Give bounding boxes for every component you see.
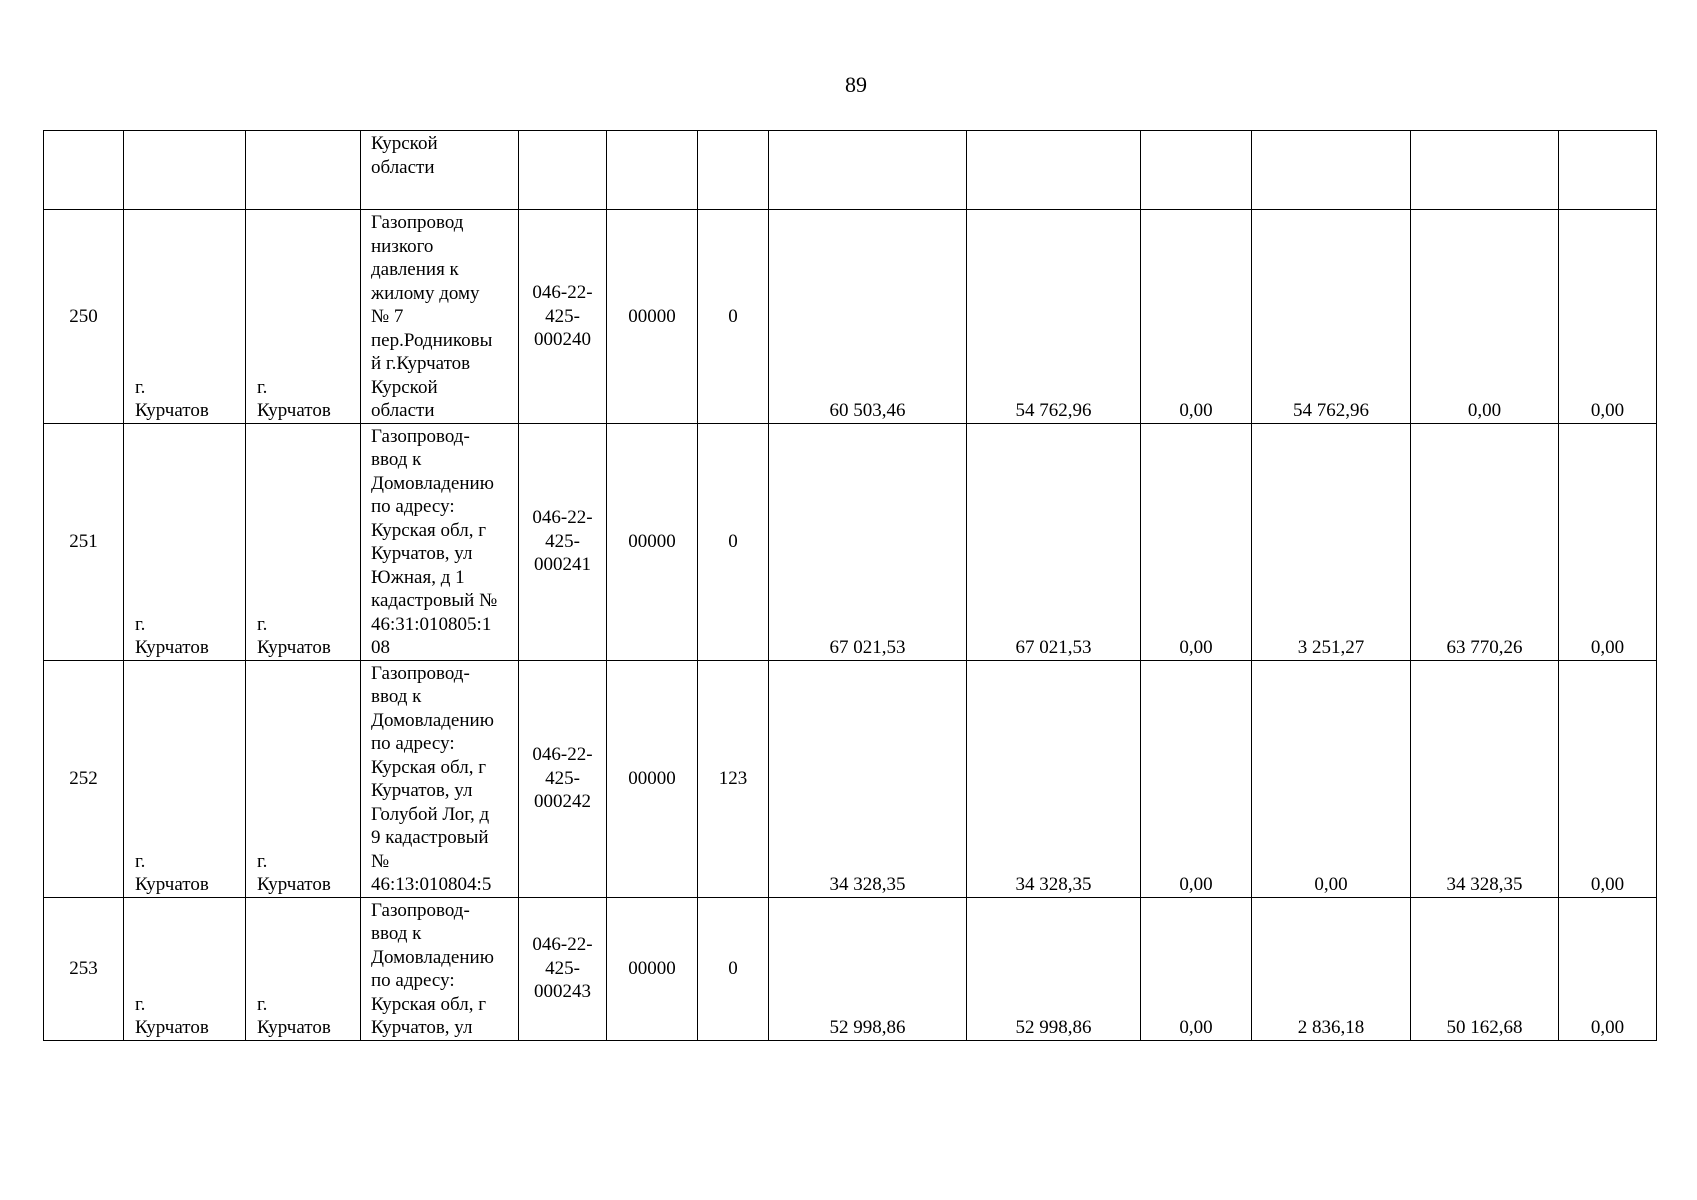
cell-reg-number: 046-22- 425- 000240 bbox=[519, 210, 607, 424]
cell-value-2: 52 998,86 bbox=[967, 897, 1141, 1040]
cell-value-2 bbox=[967, 131, 1141, 210]
cell-value-1 bbox=[769, 131, 967, 210]
cell-value-4: 3 251,27 bbox=[1252, 423, 1411, 660]
cell-qty: 0 bbox=[698, 210, 769, 424]
table-row-continuation bbox=[44, 131, 1657, 210]
cell-value-5: 63 770,26 bbox=[1411, 423, 1559, 660]
cell-value-3: 0,00 bbox=[1141, 660, 1252, 897]
cell-value-6: 0,00 bbox=[1559, 897, 1657, 1040]
cell-locality: г. Курчатов bbox=[246, 660, 361, 897]
cell-value-4: 54 762,96 bbox=[1252, 210, 1411, 424]
cell-locality bbox=[246, 131, 361, 210]
cell-value-2: 34 328,35 bbox=[967, 660, 1141, 897]
cell-value-2: 54 762,96 bbox=[967, 210, 1141, 424]
cell-description: Курской области bbox=[361, 131, 519, 210]
cell-value-4 bbox=[1252, 131, 1411, 210]
cell-value-5 bbox=[1411, 131, 1559, 210]
cell-municipality: г. Курчатов bbox=[124, 423, 246, 660]
cell-description: Газопровод- ввод к Домовладению по адресу: Курская обл, г Курчатов, ул bbox=[361, 897, 519, 1040]
cell-code: 00000 bbox=[607, 660, 698, 897]
cell-value-3: 0,00 bbox=[1141, 423, 1252, 660]
cell-code: 00000 bbox=[607, 210, 698, 424]
cell-description: Газопровод низкого давления к жилому дому № 7 пер.Родниковы й г.Курчатов Курской области bbox=[361, 210, 519, 424]
cell-no: 253 bbox=[44, 897, 124, 1040]
cell-value-1: 67 021,53 bbox=[769, 423, 967, 660]
cell-municipality: г. Курчатов bbox=[124, 897, 246, 1040]
cell-municipality bbox=[124, 131, 246, 210]
page-number: 89 bbox=[845, 72, 867, 97]
cell-value-5: 34 328,35 bbox=[1411, 660, 1559, 897]
table-row bbox=[44, 210, 1657, 424]
cell-value-2: 67 021,53 bbox=[967, 423, 1141, 660]
cell-no: 250 bbox=[44, 210, 124, 424]
cell-municipality: г. Курчатов bbox=[124, 210, 246, 424]
cell-reg-number: 046-22- 425- 000243 bbox=[519, 897, 607, 1040]
cell-code: 00000 bbox=[607, 423, 698, 660]
cell-description: Газопровод- ввод к Домовладению по адресу: Курская обл, г Курчатов, ул Южная, д 1 кадастровый № 46:31:010805:1 08 bbox=[361, 423, 519, 660]
cell-municipality: г. Курчатов bbox=[124, 660, 246, 897]
cell-value-5: 50 162,68 bbox=[1411, 897, 1559, 1040]
cell-value-4: 0,00 bbox=[1252, 660, 1411, 897]
cell-reg-number bbox=[519, 131, 607, 210]
registry-table bbox=[43, 130, 1657, 1041]
cell-value-6 bbox=[1559, 131, 1657, 210]
cell-no: 252 bbox=[44, 660, 124, 897]
cell-value-6: 0,00 bbox=[1559, 423, 1657, 660]
cell-code: 00000 bbox=[607, 897, 698, 1040]
cell-value-1: 52 998,86 bbox=[769, 897, 967, 1040]
cell-value-6: 0,00 bbox=[1559, 210, 1657, 424]
cell-value-1: 60 503,46 bbox=[769, 210, 967, 424]
cell-reg-number: 046-22- 425- 000241 bbox=[519, 423, 607, 660]
cell-value-1: 34 328,35 bbox=[769, 660, 967, 897]
cell-qty bbox=[698, 131, 769, 210]
cell-value-6: 0,00 bbox=[1559, 660, 1657, 897]
cell-qty: 0 bbox=[698, 897, 769, 1040]
table-row bbox=[44, 660, 1657, 897]
cell-qty: 0 bbox=[698, 423, 769, 660]
cell-value-4: 2 836,18 bbox=[1252, 897, 1411, 1040]
cell-value-3 bbox=[1141, 131, 1252, 210]
cell-reg-number: 046-22- 425- 000242 bbox=[519, 660, 607, 897]
cell-no bbox=[44, 131, 124, 210]
cell-value-5: 0,00 bbox=[1411, 210, 1559, 424]
cell-value-3: 0,00 bbox=[1141, 897, 1252, 1040]
cell-code bbox=[607, 131, 698, 210]
cell-value-3: 0,00 bbox=[1141, 210, 1252, 424]
table-row bbox=[44, 897, 1657, 1040]
cell-qty: 123 bbox=[698, 660, 769, 897]
cell-locality: г. Курчатов bbox=[246, 210, 361, 424]
table-row bbox=[44, 423, 1657, 660]
cell-no: 251 bbox=[44, 423, 124, 660]
cell-description: Газопровод- ввод к Домовладению по адресу: Курская обл, г Курчатов, ул Голубой Лог, д 9 кадастровый № 46:13:010804:5 bbox=[361, 660, 519, 897]
cell-locality: г. Курчатов bbox=[246, 897, 361, 1040]
cell-locality: г. Курчатов bbox=[246, 423, 361, 660]
